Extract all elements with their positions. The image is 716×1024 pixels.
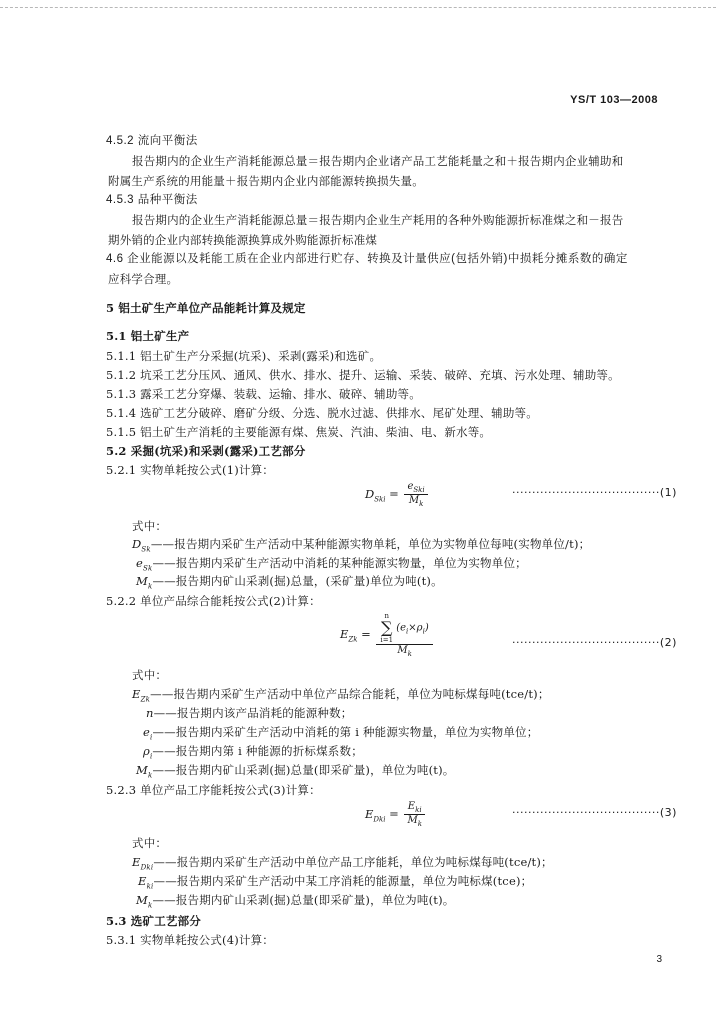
formula-2-fraction: n ∑ i=1 $(e_i\times\rho_i)$ $M_k$ bbox=[376, 612, 432, 658]
clause-5-1-5: 5.1.5 铝土矿生产消耗的主要能源有煤、焦炭、汽油、柴油、电、新水等。 bbox=[106, 425, 492, 439]
equation-number-3: ·····································(3) bbox=[512, 806, 677, 819]
page-number: 3 bbox=[656, 954, 662, 965]
where-label: 式中： bbox=[132, 519, 168, 533]
clause-4-6: 4.6 企业能源以及耗能工质在企业内部进行贮存、转换及计量供应(包括外销)中损耗分摊系数的确定 bbox=[106, 253, 628, 265]
formula-3-fraction: $\frac{E_{ki}}{M_k}$ bbox=[404, 801, 425, 828]
definition-line: $E_{Zk}——$报告期内采矿生产活动中单位产品综合能耗，单位为吨标煤每吨(tce/t)； bbox=[132, 687, 550, 704]
equation-number-2: ·····································(2) bbox=[512, 636, 677, 649]
clause-4-5-3-title: 4.5.3 品种平衡法 bbox=[106, 194, 198, 206]
definition-line: n——报告期内该产品消耗的能源种数； bbox=[146, 706, 353, 720]
where-label: 式中： bbox=[132, 836, 168, 850]
paragraph-line: 附属生产系统的用能量＋报告期内企业内部能源转换损失量。 bbox=[108, 174, 424, 188]
formula-2-lhs: $E_{Zk}$ bbox=[340, 627, 358, 644]
clause-4-5-2-title: 4.5.2 流向平衡法 bbox=[106, 135, 198, 147]
clause-5-2-1: 5.2.1 实物单耗按公式(1)计算： bbox=[106, 463, 275, 477]
clause-5-1-heading: 5.1 铝土矿生产 bbox=[106, 329, 190, 343]
clause-5-1-4: 5.1.4 选矿工艺分破碎、磨矿分级、分选、脱水过滤、供排水、尾矿处理、辅助等。 bbox=[106, 406, 538, 420]
definition-line: $e_i——$报告期内采矿生产活动中消耗的第 i 种能源实物量，单位为实物单位； bbox=[143, 725, 539, 742]
clause-5-1-3: 5.1.3 露采工艺分穿爆、装载、运输、排水、破碎、辅助等。 bbox=[106, 387, 421, 401]
section-5-heading: 5 铝土矿生产单位产品能耗计算及规定 bbox=[106, 301, 306, 315]
clause-5-2-2: 5.2.2 单位产品综合能耗按公式(2)计算： bbox=[106, 594, 321, 608]
definition-line: $E_{ki}——$报告期内采矿生产活动中某工序消耗的能源量，单位为吨标煤(tce)； bbox=[138, 874, 533, 891]
formula-3: $E_{Dki}$ = $\frac{E_{ki}}{M_k}$ bbox=[365, 801, 425, 828]
formula-1: $D_{Ski}$ = $\frac{e_{Ski}}{M_k}$ bbox=[365, 481, 428, 508]
paragraph-line: 报告期内的企业生产消耗能源总量＝报告期内企业生产耗用的各种外购能源折标准煤之和－报告 bbox=[132, 213, 624, 227]
formula-1-fraction: $\frac{e_{Ski}}{M_k}$ bbox=[404, 481, 427, 508]
paragraph-line: 期外销的企业内部转换能源换算成外购能源折标准煤 bbox=[108, 233, 378, 247]
definition-line: $M_k——$报告期内矿山采剥(掘)总量(即采矿量)，单位为吨(t)。 bbox=[136, 763, 455, 780]
formula-2: $E_{Zk}$ = n ∑ i=1 $(e_i\times\rho_i)$ $M_k$ bbox=[340, 612, 433, 658]
clause-5-3-1: 5.3.1 实物单耗按公式(4)计算： bbox=[106, 933, 275, 947]
definition-line: $E_{Dki}——$报告期内采矿生产活动中单位产品工序能耗，单位为吨标煤每吨(tce/t)； bbox=[132, 855, 553, 872]
clause-5-3-heading: 5.3 选矿工艺部分 bbox=[106, 914, 202, 928]
definition-line: $M_k——$报告期内矿山采剥(掘)总量(即采矿量)，单位为吨(t)。 bbox=[136, 893, 455, 910]
equation-number-1: ·····································(1) bbox=[512, 486, 677, 499]
formula-1-lhs: $D_{Ski}$ bbox=[365, 486, 386, 503]
clause-5-2-heading: 5.2 采掘(坑采)和采剥(露采)工艺部分 bbox=[106, 444, 306, 458]
definition-line: $D_{Sk}——$报告期内采矿生产活动中某种能源实物单耗，单位为实物单位每吨(实物单位/t)； bbox=[132, 537, 591, 554]
standard-number-header: YS/T 103—2008 bbox=[570, 94, 658, 106]
clause-5-1-2: 5.1.2 坑采工艺分压风、通风、供水、排水、提升、运输、采装、破碎、充填、污水处理、辅助等。 bbox=[106, 368, 620, 382]
definition-line: $e_{Sk}——$报告期内采矿生产活动中消耗的某种能源实物量，单位为实物单位； bbox=[136, 556, 527, 573]
formula-3-lhs: $E_{Dki}$ bbox=[365, 806, 386, 823]
definition-line: $M_k——$报告期内矿山采剥(掘)总量，(采矿量)单位为吨(t)。 bbox=[136, 574, 443, 591]
where-label: 式中： bbox=[132, 668, 168, 682]
clause-5-2-3: 5.2.3 单位产品工序能耗按公式(3)计算： bbox=[106, 783, 321, 797]
clause-5-1-1: 5.1.1 铝土矿生产分采掘(坑采)、采剥(露采)和选矿。 bbox=[106, 349, 382, 363]
scan-artifact-line bbox=[0, 7, 716, 10]
paragraph-line: 应科学合理。 bbox=[108, 272, 179, 286]
definition-line: $\rho_i——$报告期内第 i 种能源的折标煤系数； bbox=[143, 744, 363, 761]
paragraph-line: 报告期内的企业生产消耗能源总量＝报告期内企业诸产品工艺能耗量之和＋报告期内企业辅助和 bbox=[132, 154, 624, 168]
